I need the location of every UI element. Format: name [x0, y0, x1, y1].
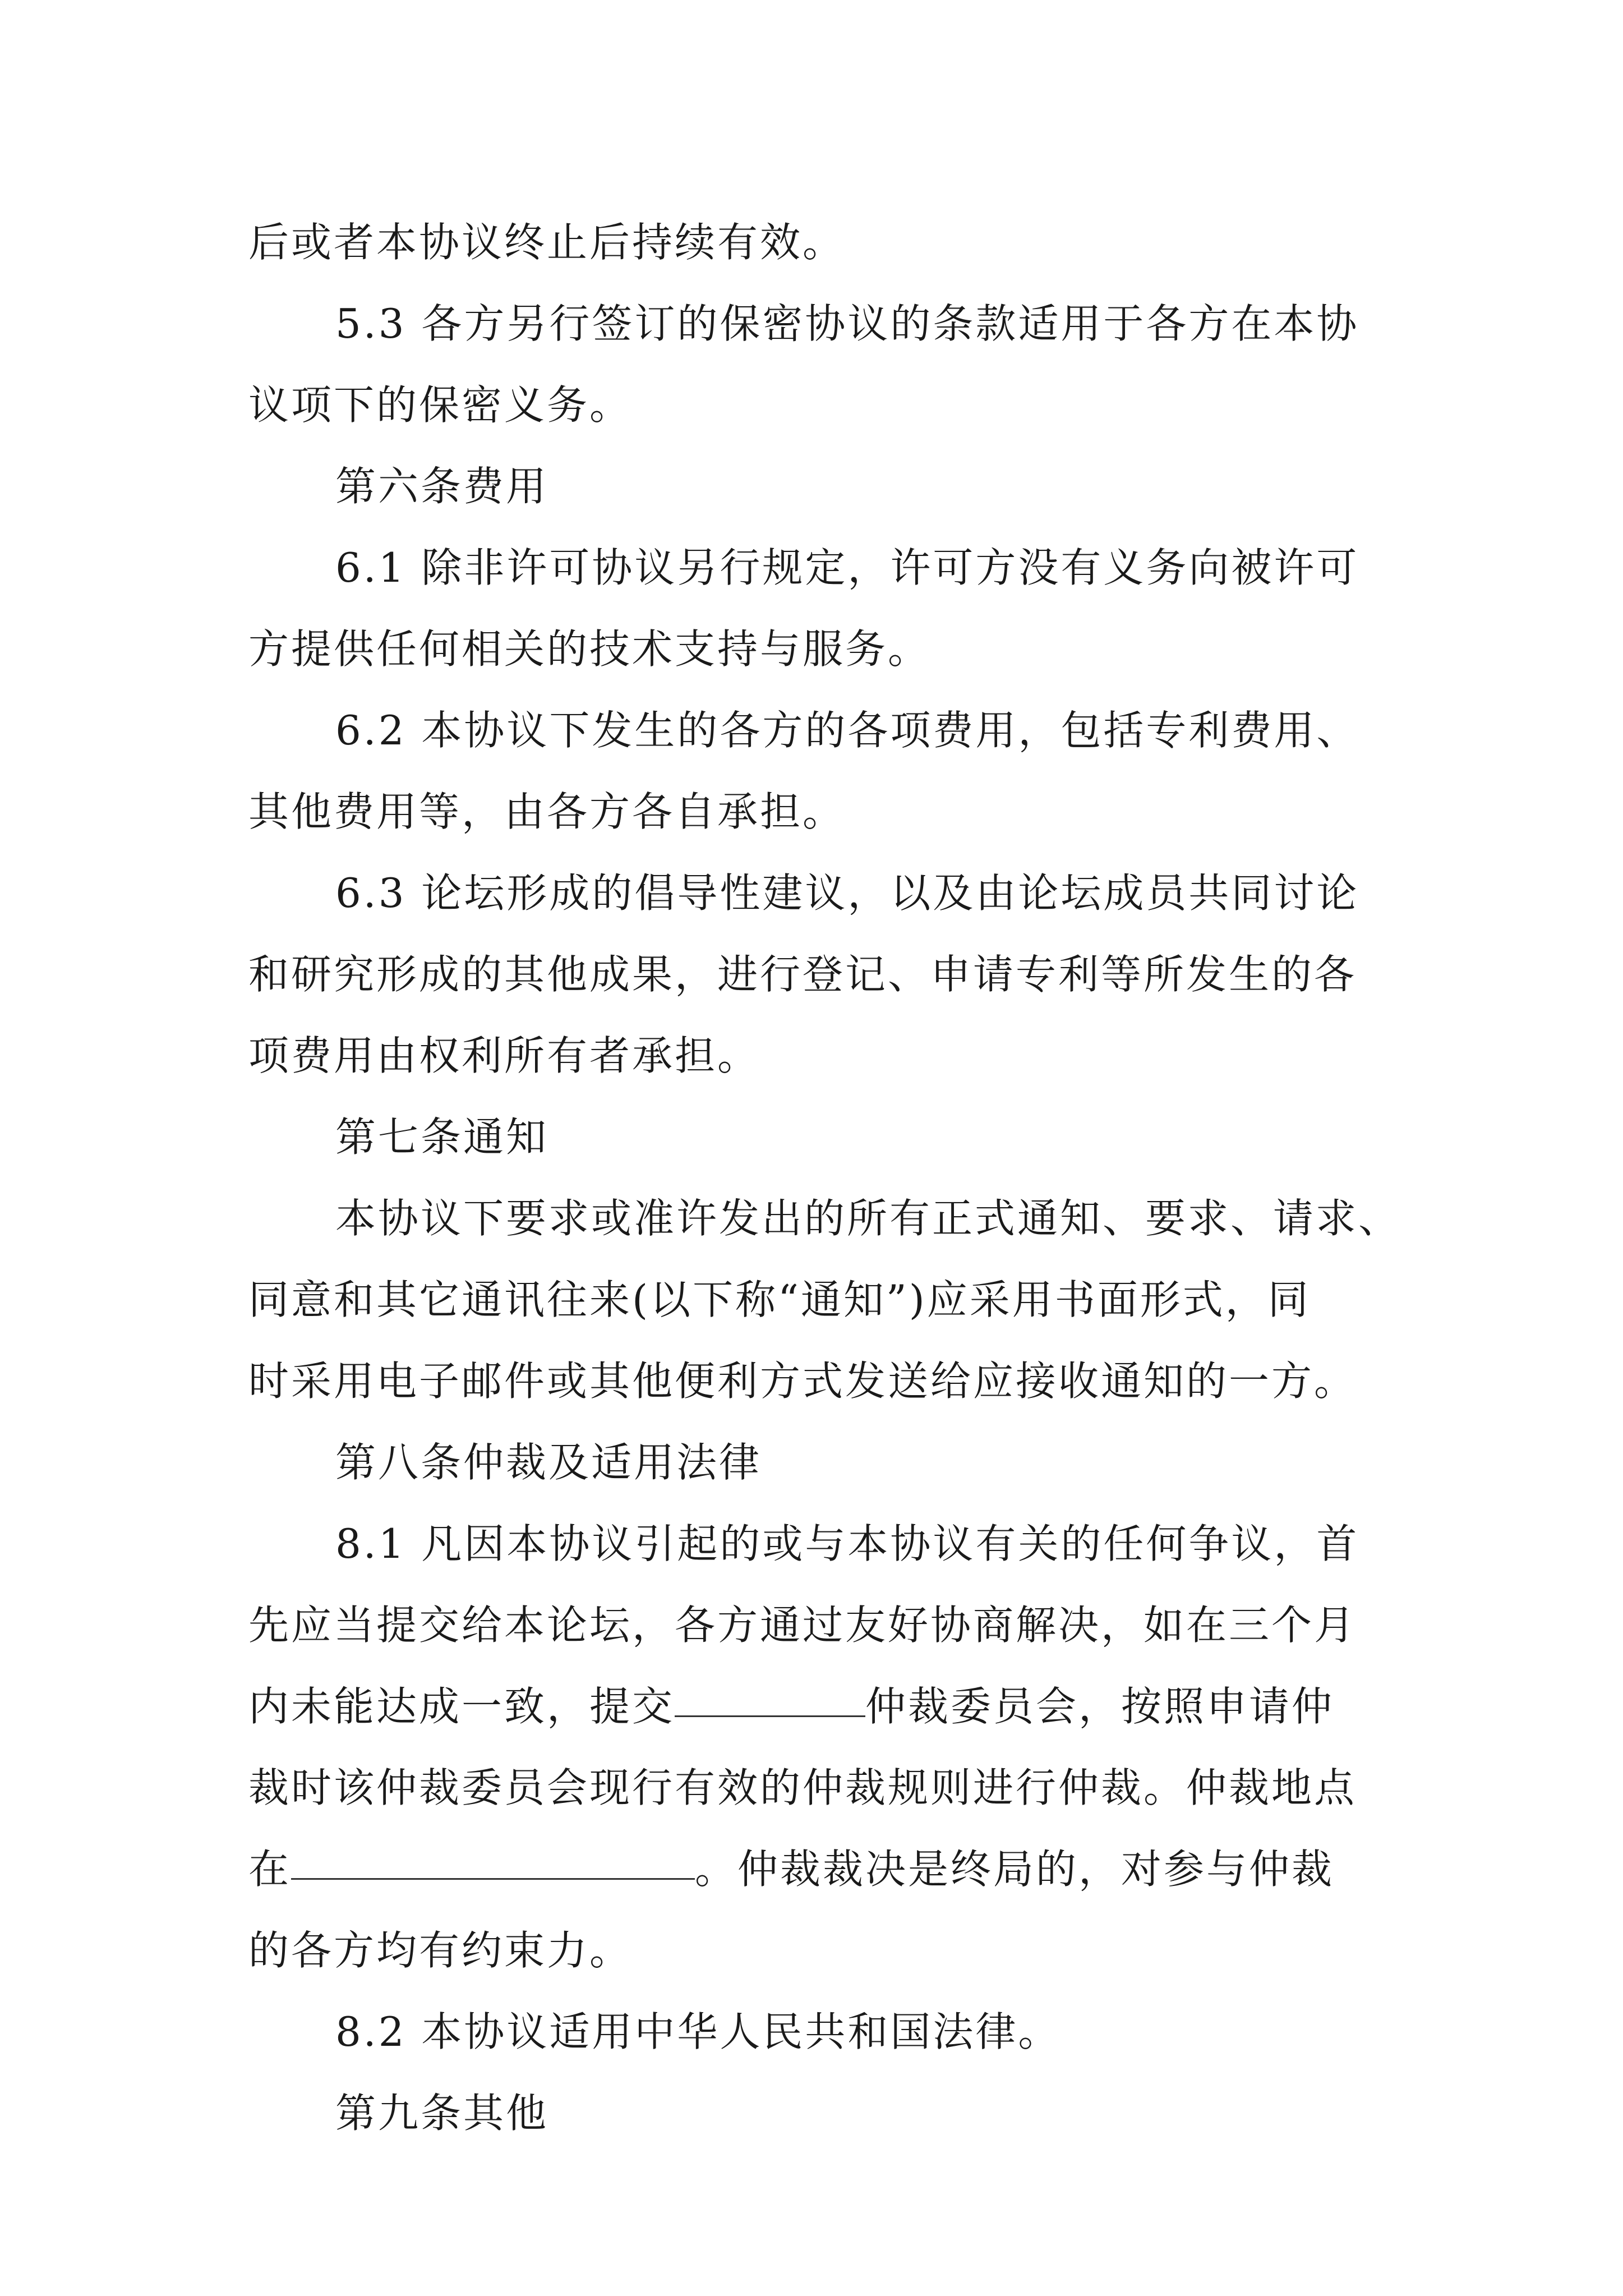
paragraph-line: 裁时该仲裁委员会现行有效的仲裁规则进行仲裁。仲裁地点 [248, 1764, 1357, 1811]
paragraph-line: 其他费用等，由各方各自承担。 [248, 788, 846, 835]
paragraph-line: 8.2 本协议适用中华人民共和国法律。 [335, 2008, 1061, 2055]
paragraph-line: 议项下的保密义务。 [248, 381, 633, 429]
section-heading: 第六条费用 [335, 463, 549, 510]
paragraph-line: 同意和其它通讯往来(以下称“通知”)应采用书面形式，同 [248, 1276, 1311, 1323]
paragraph-line [248, 1829, 1393, 1910]
paragraph-line: 时采用电子邮件或其他便利方式发送给应接收通知的一方。 [248, 1358, 1357, 1405]
paragraph-line: 本协议下要求或准许发出的所有正式通知、要求、请求、 [335, 1195, 1401, 1242]
paragraph-line: 6.1 除非许可协议另行规定，许可方没有义务向被许可 [335, 544, 1359, 591]
line-segment: 在 [248, 1846, 292, 1893]
paragraph-line: 5.3 各方另行签订的保密协议的条款适用于各方在本协 [335, 300, 1359, 347]
paragraph-line: 方提供任何相关的技术支持与服务。 [248, 625, 931, 673]
fill-in-blank-arbitration-commission[interactable] [675, 1682, 865, 1717]
line-segment: 。仲裁裁决是终局的，对参与仲裁 [695, 1846, 1335, 1893]
paragraph-line: 6.3 论坛形成的倡导性建议，以及由论坛成员共同讨论 [335, 869, 1359, 917]
section-heading: 第七条通知 [335, 1114, 549, 1161]
paragraph-line: 先应当提交给本论坛，各方通过友好协商解决，如在三个月 [248, 1602, 1357, 1649]
line-segment: 仲裁委员会，按照申请仲 [865, 1683, 1335, 1730]
paragraph-line: 项费用由权利所有者承担。 [248, 1032, 760, 1079]
line-segment: 内未能达成一致，提交 [248, 1683, 675, 1730]
fill-in-blank-arbitration-place[interactable] [291, 1844, 695, 1880]
paragraph-line: 8.1 凡因本协议引起的或与本协议有关的任何争议，首 [335, 1520, 1359, 1567]
section-heading: 第八条仲裁及适用法律 [335, 1439, 762, 1486]
paragraph-line: 的各方均有约束力。 [248, 1927, 633, 1974]
paragraph-line: 和研究形成的其他成果，进行登记、申请专利等所发生的各 [248, 951, 1357, 998]
paragraph-line: 后或者本协议终止后持续有效。 [248, 219, 846, 266]
paragraph-line: 6.2 本协议下发生的各方的各项费用，包括专利费用、 [335, 707, 1359, 754]
document-body [248, 202, 1401, 2154]
section-heading: 第九条其他 [335, 2090, 549, 2137]
paragraph-line [248, 1666, 1393, 1747]
